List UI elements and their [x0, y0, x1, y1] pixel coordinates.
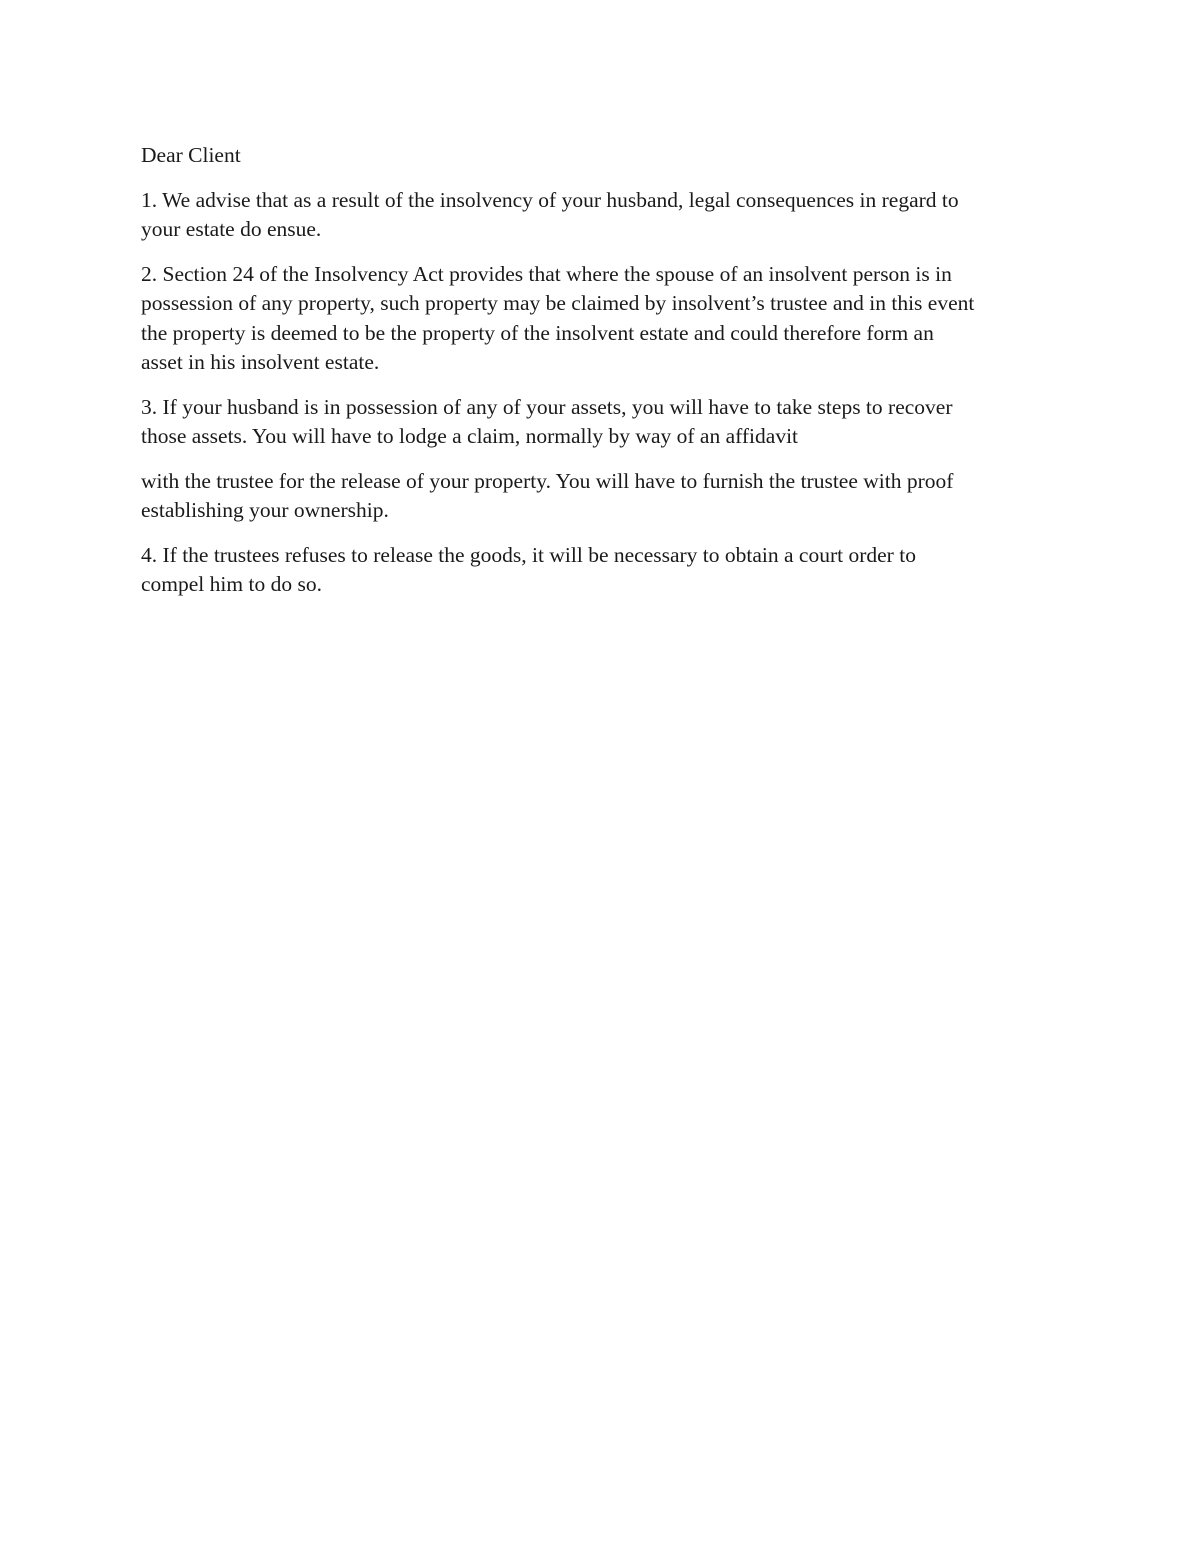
letter-body	[141, 141, 1066, 615]
paragraph-line: establishing your ownership.	[141, 498, 389, 522]
paragraph-line: 1. We advise that as a result of the insolvency of your husband, legal consequences in regard to	[141, 187, 959, 212]
paragraph-1	[141, 186, 1066, 245]
paragraph-3-continued	[141, 467, 1066, 526]
paragraph-line: the property is deemed to be the property of the insolvent estate and could therefore form an	[141, 320, 934, 345]
paragraph-line: with the trustee for the release of your property. You will have to furnish the trustee with proof	[141, 468, 954, 493]
salutation-text: Dear Client	[141, 143, 241, 167]
paragraph-2	[141, 260, 1066, 378]
paragraph-4	[141, 541, 1066, 600]
paragraph-line: 3. If your husband is in possession of any of your assets, you will have to take steps to recover	[141, 394, 953, 419]
paragraph-line: your estate do ensue.	[141, 217, 322, 241]
paragraph-3	[141, 393, 1066, 452]
paragraph-line: possession of any property, such property may be claimed by insolvent’s trustee and in this event	[141, 291, 975, 315]
salutation	[141, 141, 1066, 171]
paragraph-line: 2. Section 24 of the Insolvency Act provides that where the spouse of an insolvent person is in	[141, 261, 952, 286]
paragraph-line: compel him to do so.	[141, 572, 322, 596]
paragraph-line: those assets. You will have to lodge a claim, normally by way of an affidavit	[141, 424, 799, 448]
paragraph-line: 4. If the trustees refuses to release the goods, it will be necessary to obtain a court order to	[141, 542, 916, 567]
paragraph-line: asset in his insolvent estate.	[141, 350, 380, 374]
